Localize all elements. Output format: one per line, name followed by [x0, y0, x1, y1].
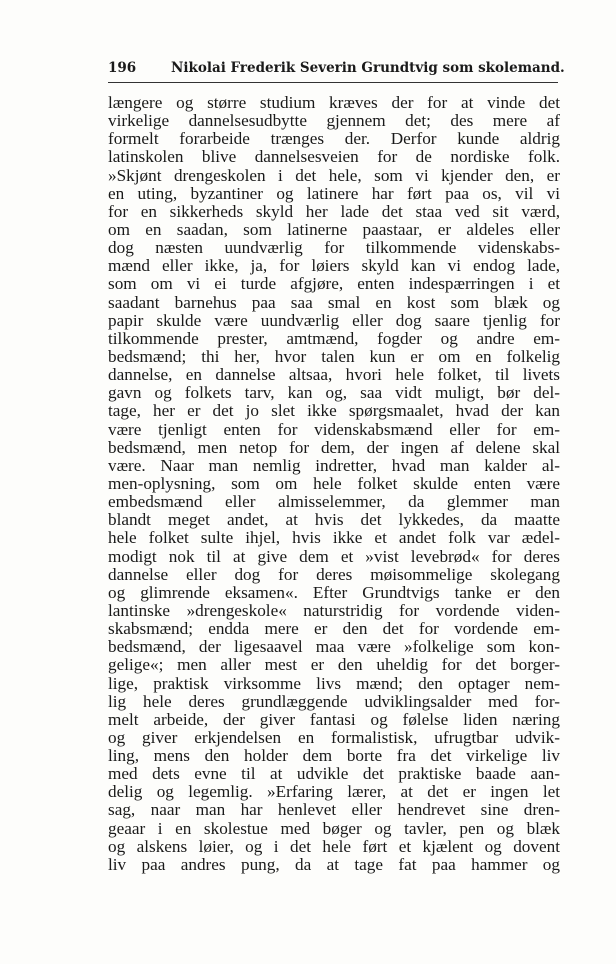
text-line: være. Naar man nemlig indretter, hvad man kalder al-	[108, 456, 560, 475]
text-line: formelt forarbeide trænges der. Derfor kunde aldrig	[108, 130, 560, 149]
text-line: lig hele deres grundlæggende udviklingsalder med for-	[108, 692, 560, 711]
text-line: dog næsten uundværlig for tilkommende videnskabs-	[108, 239, 560, 258]
text-line: om en saadan, som latinerne paastaar, er aldeles eller	[108, 220, 560, 239]
text-line: delig og legemlig. »Erfaring lærer, at det er ingen let	[108, 783, 560, 802]
text-line: liv paa andres pung, da at tage fat paa hammer og	[108, 855, 560, 874]
text-line: geaar i en skolestue med bøger og tavler, pen og blæk	[108, 819, 560, 838]
header-rule	[108, 82, 558, 83]
text-line: hele folket sulte ihjel, hvis ikke et andet folk var ædel-	[108, 529, 560, 548]
page-number: 196	[108, 60, 137, 76]
text-line: latinskolen blive dannelsesveien for de nordiske folk.	[108, 148, 560, 167]
text-line: bedsmænd, der ligesaavel maa være »folkelige som kon-	[108, 638, 560, 657]
text-line: »Skjønt drengeskolen i det hele, som vi kjender den, er	[108, 166, 560, 185]
running-title: Nikolai Frederik Severin Grundtvig som skolemand.	[171, 60, 565, 76]
text-line: gavn og folkets tarv, kan og, saa vidt muligt, bør del-	[108, 384, 560, 403]
text-line: længere og større studium kræves der for at vinde det	[108, 94, 560, 112]
text-line: sag, naar man har henlevet eller hendrevet sine dren-	[108, 801, 560, 820]
text-line: blandt meget andet, at hvis det lykkedes, da maatte	[108, 511, 560, 530]
text-line: for en sikkerheds skyld her lade det staa ved sit værd,	[108, 202, 560, 221]
page-header	[108, 60, 565, 80]
text-line: dannelse eller dog for deres møisommelige skolegang	[108, 565, 560, 584]
body-text	[108, 94, 560, 874]
text-line: virkelige dannelsesudbytte gjennem det; des mere af	[108, 112, 560, 131]
text-line: med dets evne til at udvikle det praktiske baade aan-	[108, 765, 560, 784]
text-line: embedsmænd eller almisselemmer, da glemmer man	[108, 493, 560, 512]
text-line: tilkommende prester, amtmænd, fogder og andre em-	[108, 329, 560, 348]
text-line: og alskens løier, og i det hele ført et kjælent og dovent	[108, 837, 560, 856]
text-line: tage, her er det jo slet ikke spørgsmaalet, hvad der kan	[108, 402, 560, 421]
text-line: modigt nok til at give dem et »vist levebrød« for deres	[108, 547, 560, 566]
text-line: melt arbeide, der giver fantasi og følelse liden næring	[108, 710, 560, 729]
text-line: skabsmænd; endda mere er den det for vordende em-	[108, 620, 560, 639]
text-line: være tjenligt enten for videnskabsmænd eller for em-	[108, 420, 560, 439]
text-line: lantinske »drengeskole« naturstridig for vordende viden-	[108, 601, 560, 620]
text-line: og glimrende eksamen«. Efter Grundtvigs tanke er den	[108, 583, 560, 602]
text-line: gelige«; men aller mest er den uheldig for det borger-	[108, 656, 560, 675]
text-line: papir skulde være uundværlig eller dog saare tjenlig for	[108, 311, 560, 330]
text-line: som om vi ei turde afgjøre, enten indespærringen i et	[108, 275, 560, 294]
text-line: mænd eller ikke, ja, for løiers skyld kan vi endog lade,	[108, 257, 560, 276]
text-line: saadant barnehus paa saa smal en kost som blæk og	[108, 293, 560, 312]
text-line: bedsmænd; thi her, hvor talen kun er om en folkelig	[108, 347, 560, 366]
text-line: en uting, byzantiner og latinere har ført paa os, vil vi	[108, 184, 560, 203]
text-line: og giver erkjendelsen en formalistisk, ufrugtbar udvik-	[108, 728, 560, 747]
text-line: men-oplysning, som om hele folket skulde enten være	[108, 474, 560, 493]
text-line: bedsmænd, men netop for dem, der ingen af delene skal	[108, 438, 560, 457]
text-line: ling, mens den holder dem borte fra det virkelige liv	[108, 747, 560, 766]
text-line: lige, praktisk virksomme livs mænd; den optager nem-	[108, 674, 560, 693]
text-line: dannelse, en dannelse altsaa, hvori hele folket, til livets	[108, 366, 560, 385]
